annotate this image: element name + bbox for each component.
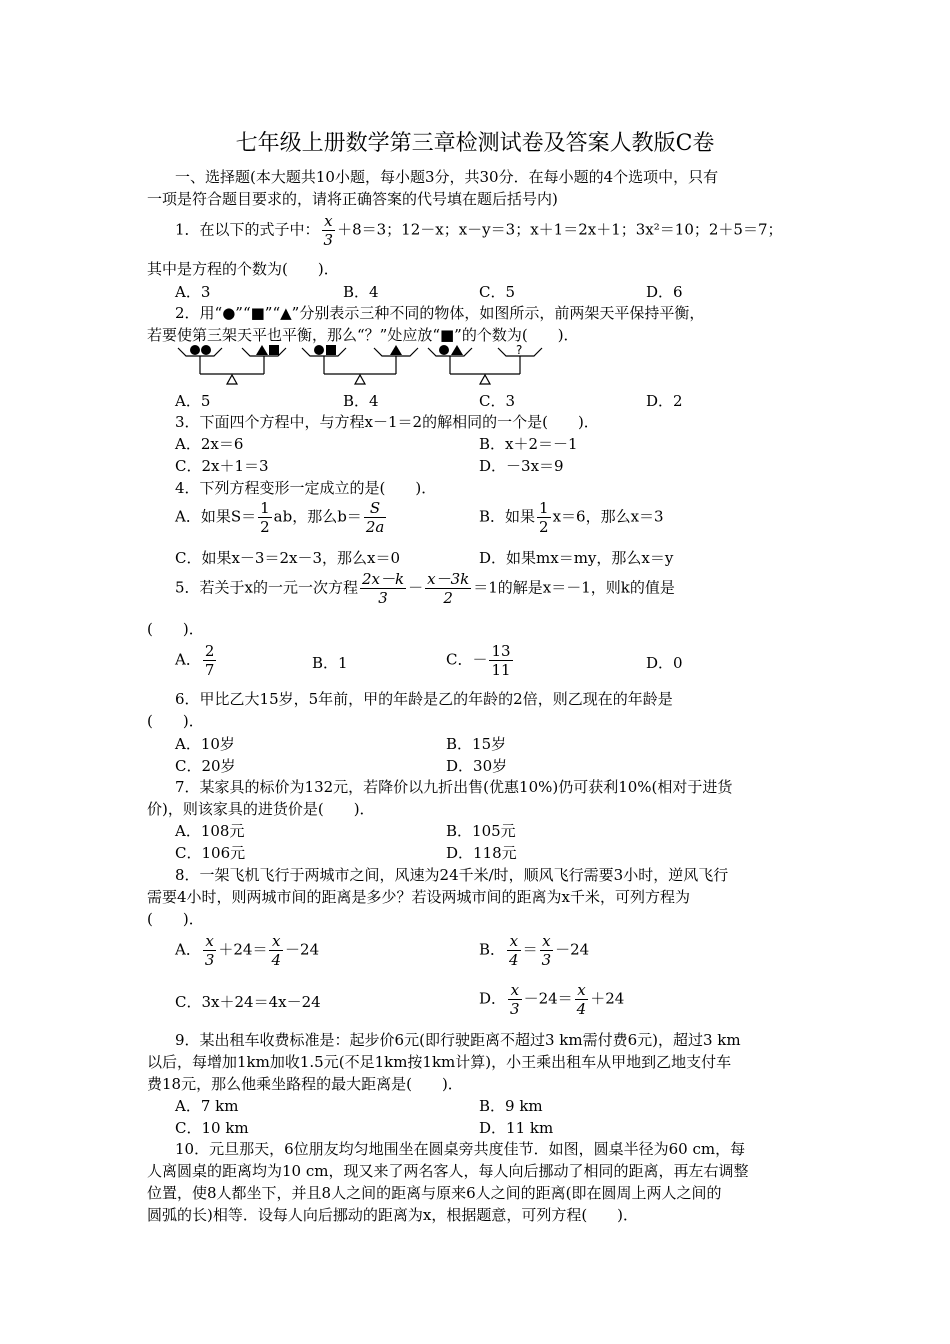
q10-stem-cont3: 圆弧的长)相等．设每人向后挪动的距离为x，根据题意，可列方程( )．	[147, 1206, 639, 1224]
q10-stem-cont: 人离圆桌的距离均为10 cm，现又来了两名客人，每人向后挪动了相同的距离，再左右调整	[147, 1162, 749, 1180]
q9-option-d: D．11 km	[479, 1119, 554, 1137]
q8-stem: 8．一架飞机飞行于两城市之间，风速为24千米/时，顺风飞行需要3小时，逆风飞行	[175, 866, 729, 884]
q9-stem: 9．某出租车收费标准是：起步价6元(即行驶距离不超过3 km需付费6元)，超过3 km	[175, 1031, 741, 1049]
q8-stem-cont2: ( )．	[147, 910, 204, 928]
q9-option-a: A．7 km	[175, 1097, 239, 1115]
q10-stem-cont2: 位置，使8人都坐下，并且8人之间的距离与原来6人之间的距离(即在圆周上两人之间的	[147, 1184, 722, 1202]
q2-option-a: A．5	[175, 392, 211, 410]
q7-option-a: A．108元	[175, 822, 245, 840]
q5-option-b: B．1	[312, 654, 348, 672]
q9-stem-cont: 以后，每增加1km加收1.5元(不足1km按1km计算)，小王乘出租车从甲地到乙地支付车	[147, 1053, 732, 1071]
q5-option-a: A． $\frac{2}{7}$	[175, 642, 215, 679]
q7-option-d: D．118元	[446, 844, 517, 862]
q6-option-a: A．10岁	[175, 735, 235, 753]
triangle-object-icon	[256, 345, 268, 355]
q3-option-d: D．－3x＝9	[479, 457, 564, 475]
q3-option-a: A．2x＝6	[175, 435, 244, 453]
square-object-icon	[269, 345, 279, 355]
q9-option-c: C．10 km	[175, 1119, 249, 1137]
q1-option-a: A．3	[175, 283, 211, 301]
q4-option-a: A．如果S＝ $\frac{1}{2}$ ab，那么b＝ $\frac{S}{2a}$	[175, 499, 385, 536]
q4-option-d: D．如果mx＝my，那么x＝y	[479, 549, 674, 567]
q5-option-c: C．－ $\frac{13}{11}$	[446, 642, 511, 679]
q9-option-b: B．9 km	[479, 1097, 543, 1115]
q6-option-d: D．30岁	[446, 757, 508, 775]
q6-option-c: C．20岁	[175, 757, 236, 775]
q5-stem: 5．若关于x的一元一次方程 $\frac{2x-k}{3}$ － $\frac{x-3k}{2}$ ＝1的解是x＝－1，则k的值是	[175, 570, 675, 607]
q8-option-d: D． $\frac{x}{3}$ －24＝ $\frac{x}{4}$ ＋24	[479, 981, 625, 1018]
q3-option-b: B．x＋2＝－1	[479, 435, 578, 453]
q9-stem-cont2: 费18元，那么他乘坐路程的最大距离是( )．	[147, 1075, 463, 1093]
q2-stem: 2．用“●”“■”“▲”分别表示三种不同的物体，如图所示，前两架天平保持平衡，	[175, 304, 705, 322]
q1-option-b: B．4	[343, 283, 379, 301]
q3-option-c: C．2x＋1＝3	[175, 457, 269, 475]
circle-object-icon	[190, 345, 200, 355]
q1-stem-cont: 其中是方程的个数为( )．	[147, 260, 339, 278]
q2-option-d: D．2	[646, 392, 683, 410]
question-mark: ?	[516, 343, 523, 357]
q6-stem: 6．甲比乙大15岁，5年前，甲的年龄是乙的年龄的2倍，则乙现在的年龄是	[175, 690, 673, 708]
q2-stem-cont: 若要使第三架天平也平衡，那么“？”处应放“■”的个数为( )．	[147, 326, 579, 344]
q8-option-c: C．3x＋24＝4x－24	[175, 993, 321, 1011]
q1-option-c: C．5	[479, 283, 516, 301]
balance-scales-figure	[176, 342, 556, 390]
q4-option-b: B．如果 $\frac{1}{2}$ x＝6，那么x＝3	[479, 499, 664, 536]
q2-option-c: C．3	[479, 392, 516, 410]
page-title: 七年级上册数学第三章检测试卷及答案人教版C卷	[235, 131, 715, 156]
section-heading-cont: 一项是符合题目要求的，请将正确答案的代号填在题后括号内)	[147, 190, 558, 208]
section-heading: 一、选择题(本大题共10小题，每小题3分，共30分．在每小题的4个选项中，只有	[175, 168, 719, 186]
q1-option-d: D．6	[646, 283, 683, 301]
q5-stem-cont: ( )．	[147, 620, 204, 638]
q4-option-c: C．如果x－3＝2x－3，那么x＝0	[175, 549, 401, 567]
q7-option-c: C．106元	[175, 844, 246, 862]
q7-option-b: B．105元	[446, 822, 516, 840]
q5-option-d: D．0	[646, 654, 683, 672]
q4-stem: 4．下列方程变形一定成立的是( )．	[175, 479, 437, 497]
q7-stem-cont: 价)，则该家具的进货价是( )．	[147, 800, 375, 818]
q3-stem: 3．下面四个方程中，与方程x－1＝2的解相同的一个是( )．	[175, 413, 599, 431]
q6-stem-cont: ( )．	[147, 712, 204, 730]
q8-option-a: A． $\frac{x}{3}$ ＋24＝ $\frac{x}{4}$ －24	[175, 932, 320, 969]
q2-option-b: B．4	[343, 392, 379, 410]
q7-stem: 7．某家具的标价为132元，若降价以九折出售(优惠10%)仍可获利10%(相对于进货	[175, 778, 733, 796]
q8-option-b: B． $\frac{x}{4}$ ＝ $\frac{x}{3}$ －24	[479, 932, 590, 969]
q8-stem-cont: 需要4小时，则两城市间的距离是多少？若设两城市间的距离为x千米，可列方程为	[147, 888, 691, 906]
q10-stem: 10．元旦那天，6位朋友均匀地围坐在圆桌旁共度佳节．如图，圆桌半径为60 cm，每	[175, 1140, 746, 1158]
q1-stem: 1．在以下的式子中： $\frac{x}{3}$ ＋8＝3；12－x；x－y＝3；x＋1＝2x＋1；3x²＝10；2＋5＝7；	[175, 212, 783, 249]
q6-option-b: B．15岁	[446, 735, 507, 753]
